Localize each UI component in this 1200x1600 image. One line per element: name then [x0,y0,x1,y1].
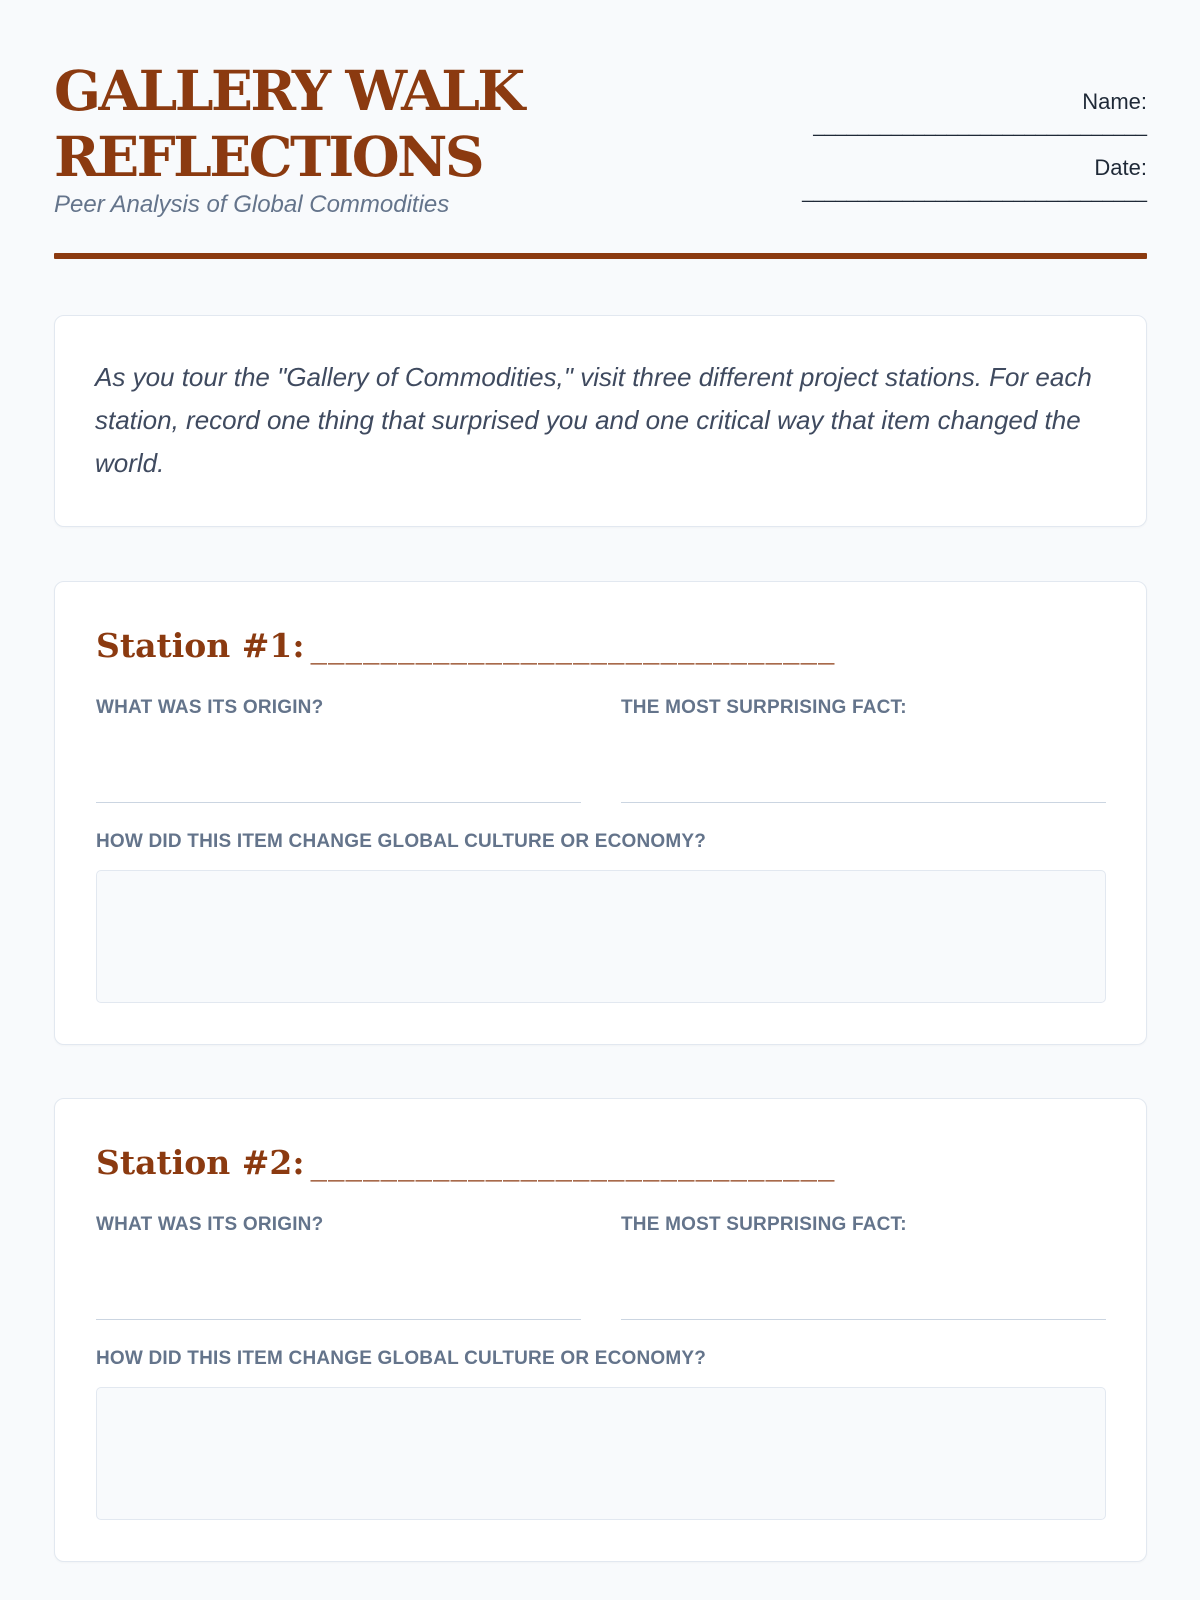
page-title [54,58,523,190]
station-title [96,626,836,665]
station-number: Station #1: [96,626,305,665]
station-title [96,1143,836,1182]
origin-label: WHAT WAS ITS ORIGIN? [96,1214,324,1235]
student-info [727,88,1147,202]
instructions-text: As you tour the "Gallery of Commodities," visit three different project stations. For each station, record one thing that surprised you and one critical way that item changed the world. [95,362,1092,478]
surprising-fact-answer-line[interactable] [621,802,1106,803]
global-change-label: HOW DID THIS ITEM CHANGE GLOBAL CULTURE OR ECONOMY? [96,1348,707,1369]
worksheet-page [54,0,1147,1369]
station-name-blank[interactable]: ______________________________ [310,626,836,665]
instructions-card [54,315,1147,527]
station-card-1 [54,581,1147,1045]
date-label: Date: [1094,155,1147,180]
global-change-label: HOW DID THIS ITEM CHANGE GLOBAL CULTURE OR ECONOMY? [96,831,707,852]
surprising-fact-label: THE MOST SURPRISING FACT: [621,1214,907,1235]
title-line-2: REFLECTIONS [54,124,483,189]
page-subtitle: Peer Analysis of Global Commodities [54,191,450,218]
name-blank-line[interactable]: ______________________________ [813,115,1147,137]
station-name-blank[interactable]: ______________________________ [310,1143,836,1182]
global-change-answer-box[interactable] [96,870,1106,1003]
date-blank-line[interactable]: _______________________________ [802,181,1147,203]
title-line-1: GALLERY WALK [54,58,523,123]
origin-label: WHAT WAS ITS ORIGIN? [96,697,324,718]
name-label: Name: [1082,89,1147,114]
surprising-fact-answer-line[interactable] [621,1319,1106,1320]
origin-answer-line[interactable] [96,802,581,803]
station-number: Station #2: [96,1143,305,1182]
name-field[interactable] [727,88,1147,136]
global-change-answer-box[interactable] [96,1387,1106,1520]
origin-answer-line[interactable] [96,1319,581,1320]
worksheet-header [54,0,1147,262]
header-divider [54,253,1147,259]
date-field[interactable] [727,154,1147,202]
station-card-2 [54,1098,1147,1562]
surprising-fact-label: THE MOST SURPRISING FACT: [621,697,907,718]
